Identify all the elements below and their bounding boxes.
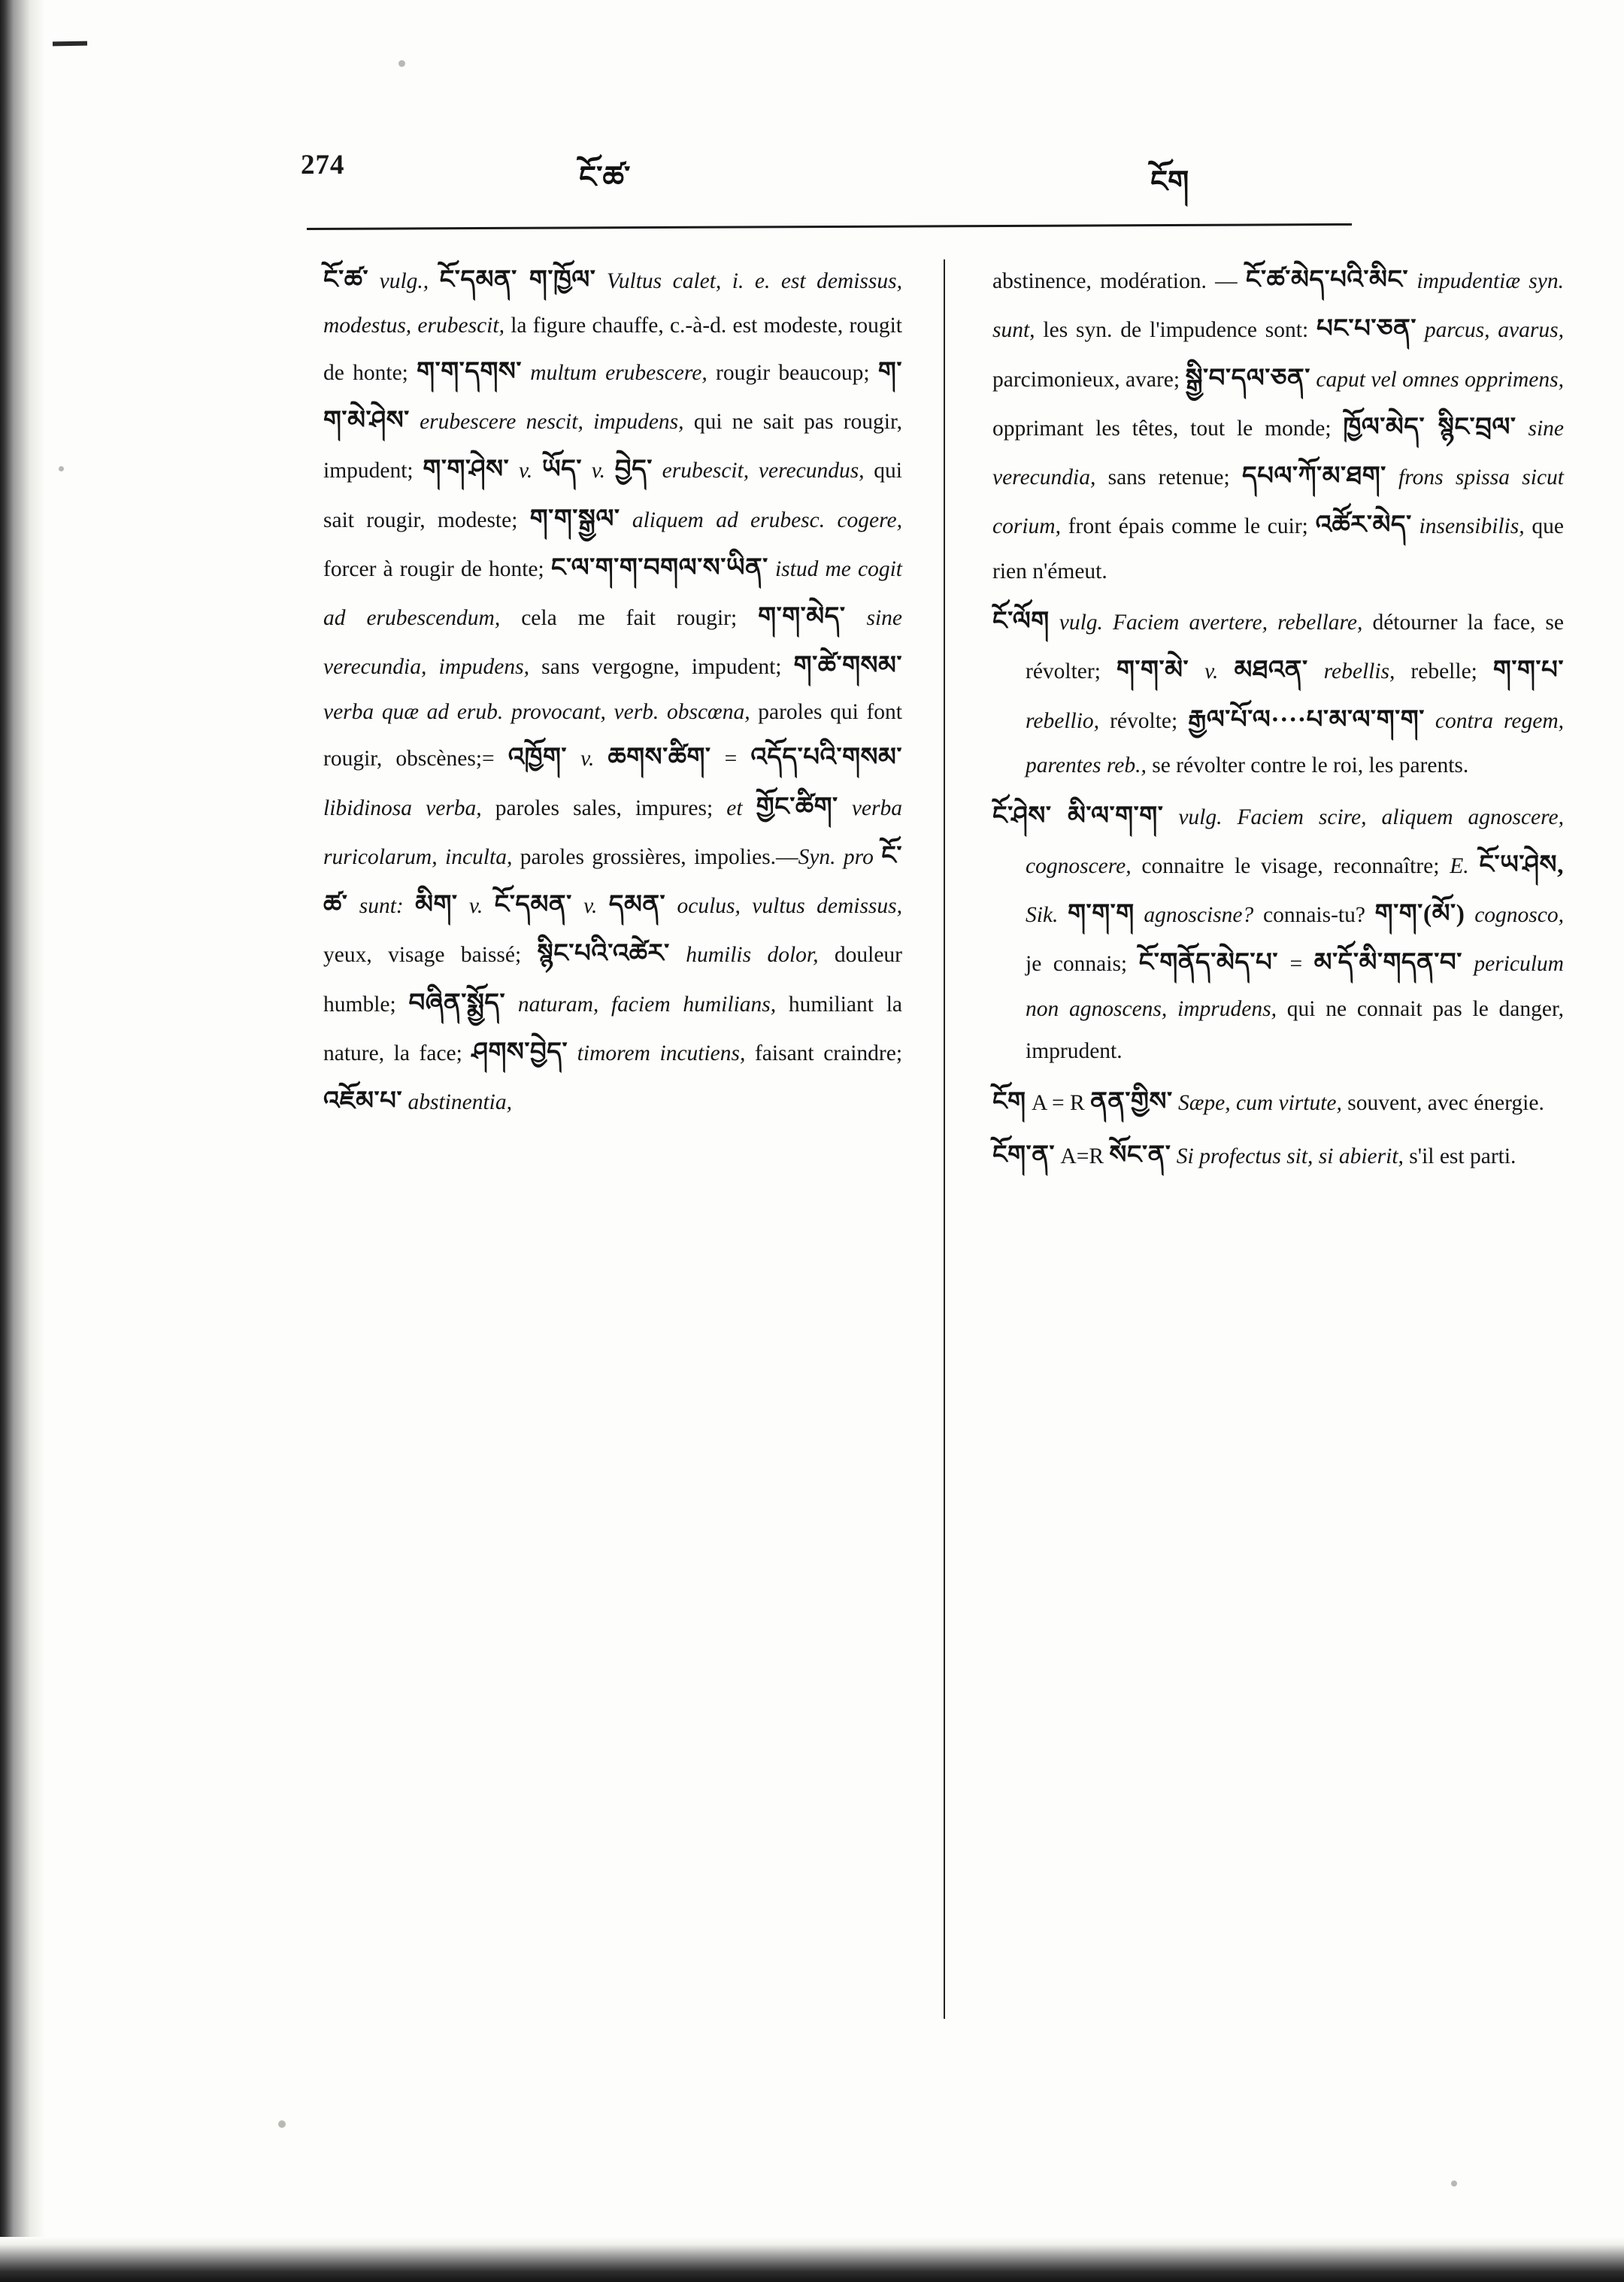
french-gloss: qui sait rougir, modeste;	[323, 459, 902, 532]
tibetan-text: ངོག	[992, 1087, 1026, 1116]
french-gloss: souvent, avec énergie.	[1347, 1090, 1544, 1115]
dictionary-entry	[992, 256, 1564, 592]
tibetan-text: མིག་	[415, 891, 458, 920]
tibetan-text: ག་ག་མེད་	[758, 603, 846, 632]
french-gloss: qui ne connait pas le danger, imprudent.	[1026, 996, 1565, 1064]
french-gloss: connais-tu?	[1262, 903, 1375, 928]
tibetan-text: གྱོང་ཚིག་	[756, 792, 838, 821]
latin-gloss: timorem incutiens,	[568, 1041, 755, 1065]
french-gloss: paroles sales, impures;	[495, 796, 727, 820]
french-gloss: la figure chauffe, c.-à-d. est modeste, rougit de honte;	[323, 314, 902, 385]
french-gloss: sans vergogne, impudent;	[541, 655, 794, 680]
french-gloss: A=R	[1055, 1144, 1110, 1169]
tibetan-text: ངོ་དམན་	[439, 266, 529, 294]
tibetan-text: ངོ་གནོད་མེད་པ་	[1138, 949, 1278, 977]
tibetan-text: ག་ག་མེ་ཤེས་	[323, 357, 902, 435]
column-right	[992, 256, 1564, 1184]
latin-gloss: libidinosa verba,	[323, 796, 495, 820]
tibetan-text: འདོད་པའི་གསམ་	[750, 744, 903, 772]
french-gloss: yeux, visage baissé;	[323, 943, 538, 968]
tibetan-text: ངོ་ཚ་མེད་པའི་མིང་	[1245, 266, 1409, 294]
tibetan-text: ང་ལ་ག་ག་བགལ་ས་ཡིན་	[550, 553, 768, 582]
french-gloss: faisant craindre;	[754, 1041, 903, 1065]
dictionary-entry	[992, 792, 1564, 1073]
dictionary-entry	[992, 1131, 1564, 1180]
tibetan-text: ག་ག་ག	[1068, 900, 1135, 929]
tibetan-text: མཐའན་	[1234, 656, 1308, 685]
scan-speck	[398, 60, 405, 67]
french-gloss: abstinence, modération. —	[992, 269, 1246, 293]
tibetan-text: འཁྱོག་	[508, 744, 568, 772]
tibetan-text: ག་ཚེ་གསམ་	[793, 652, 902, 680]
latin-gloss: Sæpe, cum virtute,	[1172, 1090, 1348, 1115]
tibetan-text: ཤགས་བྱེད་	[471, 1038, 568, 1066]
french-gloss: parcimonieux, avare;	[992, 367, 1186, 392]
latin-gloss: v.	[509, 459, 543, 483]
tibetan-text: ངོ་ཚ་	[323, 841, 902, 920]
latin-gloss: periculum non agnoscens, imprudens,	[1026, 952, 1564, 1021]
page-header	[301, 143, 1353, 199]
tibetan-text: སྒྱི་བ་དལ་ཅན་	[1185, 364, 1310, 392]
french-gloss: front épais comme le cuir;	[1068, 514, 1316, 539]
latin-gloss: v.	[1189, 659, 1235, 684]
tibetan-text: ག་ག་སྒྱལ་	[529, 505, 620, 533]
tibetan-text: འཚོར་མེད་	[1315, 511, 1412, 540]
latin-gloss: contra regem, parentes reb.,	[1026, 708, 1564, 778]
french-gloss: détourner la face, se révolter;	[1026, 611, 1564, 684]
latin-gloss: humilis dolor,	[669, 943, 835, 968]
latin-gloss: abstinentia,	[402, 1090, 512, 1115]
latin-gloss: et	[726, 796, 756, 820]
dictionary-entry	[323, 256, 902, 1126]
dictionary-entry	[992, 1077, 1564, 1126]
french-gloss: les syn. de l'impudence sont:	[1043, 318, 1317, 343]
french-gloss: révolte;	[1110, 708, 1189, 733]
latin-gloss: Syn. pro	[798, 844, 882, 869]
french-gloss: sans retenue;	[1107, 465, 1242, 490]
tibetan-text: པང་པ་ཅན་	[1316, 315, 1416, 344]
french-gloss: que rien n'émeut.	[992, 514, 1565, 583]
french-gloss: =	[710, 747, 751, 771]
scan-speck	[278, 2120, 286, 2128]
latin-gloss: verba quæ ad erub. provocant, verb. obscœna,	[323, 699, 759, 724]
latin-gloss: vulg.,	[368, 269, 440, 293]
french-gloss: A = R	[1026, 1090, 1091, 1115]
tibetan-text: འཇོམ་པ་	[323, 1087, 403, 1116]
latin-gloss: caput vel omnes opprimens,	[1310, 367, 1565, 392]
french-gloss: forcer à rougir de honte;	[323, 556, 551, 581]
latin-gloss: insensibilis,	[1411, 514, 1532, 539]
latin-gloss: Sik.	[1026, 903, 1068, 928]
french-gloss: =	[1277, 952, 1314, 977]
tibetan-text: སོང་ན་	[1109, 1141, 1171, 1170]
tibetan-text: མ་དོ་མི་གདན་བ་	[1313, 949, 1462, 977]
scan-speck	[59, 466, 64, 471]
latin-gloss: sine verecundia, impudens,	[323, 606, 902, 680]
column-divider	[944, 259, 945, 2019]
tibetan-text: དམན་	[608, 891, 666, 920]
french-gloss: cela me fait rougir;	[521, 606, 759, 631]
latin-gloss: sine verecundia,	[992, 416, 1564, 490]
tibetan-text: ག་ག་པ་	[1492, 656, 1564, 685]
french-gloss: se révolter contre le roi, les parents.	[1152, 753, 1469, 778]
tibetan-text: ངོ་ཚ་	[323, 266, 369, 294]
tibetan-text: དཔལ་ཀོ་མ་ཐག་	[1241, 462, 1386, 491]
tibetan-text: ཆགས་ཚིག་	[607, 744, 711, 772]
latin-gloss: rebellis,	[1307, 659, 1411, 684]
tibetan-text: ག་ཁྱོལ་	[529, 266, 596, 294]
tibetan-text: ནན་གྱིས་	[1090, 1087, 1173, 1116]
page-number: 274	[301, 150, 345, 180]
tibetan-text: ག་ག་མེ་	[1116, 656, 1189, 685]
tibetan-text: ངོ་ལོག	[992, 608, 1050, 636]
tibetan-text: བྱེད་	[614, 456, 653, 484]
latin-gloss: aliquem ad erubesc. cogere,	[620, 508, 903, 532]
latin-gloss: vulg. Faciem scire, aliquem agnoscere, cognoscere,	[1026, 805, 1564, 878]
latin-gloss: Vultus calet, i. e. est demissus, modestus, erubescit,	[323, 269, 902, 338]
french-gloss: s'il est parti.	[1409, 1144, 1516, 1169]
tibetan-text: ག་ག་དགས་	[417, 357, 523, 386]
scan-left-edge	[0, 0, 45, 2282]
latin-gloss: erubescere nescit, impudens,	[409, 410, 694, 435]
latin-gloss: v.	[567, 747, 608, 771]
column-left	[323, 256, 902, 1131]
french-gloss: paroles grossières, impolies.—	[520, 844, 798, 869]
scan-corner-mark	[53, 41, 87, 47]
latin-gloss: v.	[571, 894, 609, 919]
french-gloss: paroles qui font rougir, obscènes;=	[323, 699, 902, 771]
french-gloss: rougir beaucoup;	[716, 360, 878, 385]
latin-gloss: verba ruricolarum, inculta,	[323, 796, 902, 869]
tibetan-text: ངོ་ཤེས་ མི་ལ་ག་ག་	[992, 802, 1164, 830]
tibetan-text: ངོ་ཡ་ཤེས,	[1479, 850, 1564, 879]
french-gloss: connaitre le visage, reconnaître;	[1141, 853, 1450, 878]
latin-gloss: multum erubescere,	[522, 360, 717, 385]
running-head-left: ངོ་ཚ་	[579, 160, 631, 194]
tibetan-text: སྙིང་པའི་འཚེར་	[537, 940, 670, 968]
latin-gloss: erubescit, verecundus,	[652, 459, 874, 483]
latin-gloss: v.	[457, 894, 495, 919]
latin-gloss: frons spissa sicut corium,	[992, 465, 1564, 539]
tibetan-text: ཡོད་	[542, 456, 583, 484]
scan-speck	[1451, 2180, 1457, 2187]
tibetan-text: ག་ག་(མོ་)	[1374, 900, 1465, 929]
latin-gloss: agnoscisne?	[1134, 903, 1263, 928]
french-gloss: qui ne sait pas rougir, impudent;	[323, 410, 902, 483]
french-gloss: rebelle;	[1410, 659, 1493, 684]
latin-gloss: cognosco,	[1465, 903, 1564, 928]
latin-gloss: parcus, avarus,	[1416, 318, 1564, 343]
latin-gloss: oculus, vultus demissus,	[665, 894, 903, 919]
latin-gloss: vulg. Faciem avertere, rebellare,	[1049, 611, 1373, 635]
tibetan-text: ཁྱོལ་མེད་ སྙིང་བྲལ་	[1343, 413, 1516, 441]
latin-gloss: rebellio,	[1026, 708, 1110, 733]
tibetan-text: ངོག་ན་	[992, 1141, 1056, 1170]
scan-bottom-edge	[0, 2237, 1624, 2282]
header-rule	[307, 223, 1352, 230]
latin-gloss: impudentiæ syn. sunt,	[992, 269, 1564, 343]
latin-gloss: E.	[1450, 853, 1480, 878]
tibetan-text: ངོ་དམན་	[494, 891, 572, 920]
running-head-right: ངོག	[1150, 165, 1189, 199]
latin-gloss: naturam, faciem humilians,	[505, 992, 789, 1017]
latin-gloss: v.	[582, 459, 615, 483]
tibetan-text: བཞིན་སྨྱོད་	[408, 989, 506, 1017]
french-gloss: humiliant la nature, la face;	[323, 992, 902, 1065]
tibetan-text: རྒྱལ་པོ་ལ····པ་མ་ལ་ག་ག་	[1188, 705, 1425, 734]
french-gloss: douleur humble;	[323, 943, 903, 1017]
latin-gloss: istud me cogit ad erubescendum,	[323, 556, 902, 631]
french-gloss: opprimant les têtes, tout le monde;	[992, 416, 1344, 441]
tibetan-text: ག་ག་ཤེས་	[423, 456, 510, 484]
dictionary-entry	[992, 597, 1564, 786]
latin-gloss: sunt:	[347, 894, 416, 919]
french-gloss: je connais;	[1026, 952, 1139, 977]
latin-gloss: Si profectus sit, si abierit,	[1171, 1144, 1410, 1169]
